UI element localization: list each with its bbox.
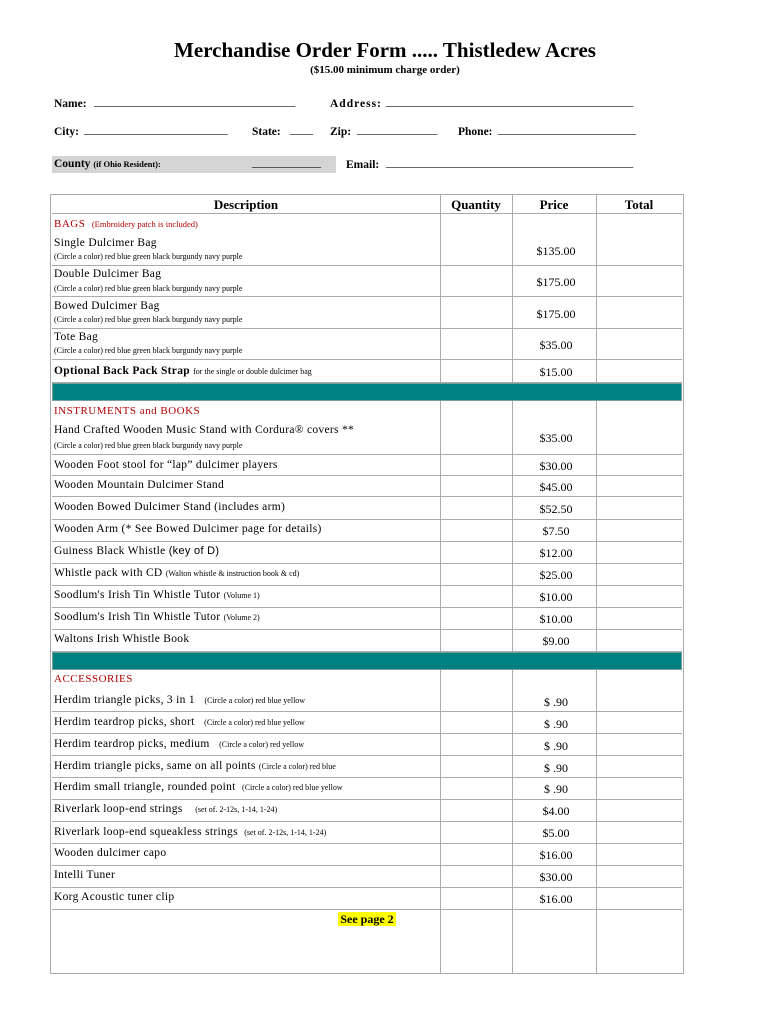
item-name: Optional Back Pack Strap for the single or double dulcimer bag bbox=[54, 365, 312, 377]
item-name: Intelli Tuner bbox=[54, 869, 116, 881]
item-name: Wooden Foot stool for “lap” dulcimer players bbox=[54, 459, 278, 471]
address-label: Address: bbox=[330, 98, 382, 110]
item-name: Whistle pack with CD (Walton whistle & instruction book & cd) bbox=[54, 567, 300, 579]
item-name: Guiness Black Whistle (key of D) bbox=[54, 545, 220, 557]
color-options: (Circle a color) red blue green black burgundy navy purple bbox=[54, 252, 243, 261]
city-label: City: bbox=[54, 126, 79, 138]
section-accessories: ACCESSORIES bbox=[54, 673, 133, 685]
item-name: Wooden dulcimer capo bbox=[54, 847, 167, 859]
quantity-header: Quantity bbox=[451, 197, 501, 212]
item-price: $45.00 bbox=[539, 480, 573, 494]
item-price: $10.00 bbox=[539, 590, 573, 604]
name-field[interactable]: ___________________________________ bbox=[94, 96, 296, 108]
price-header: Price bbox=[539, 197, 569, 212]
item-name: Single Dulcimer Bag bbox=[54, 237, 157, 249]
item-name: Wooden Mountain Dulcimer Stand bbox=[54, 479, 225, 491]
item-price: $16.00 bbox=[539, 892, 573, 906]
description-header: Description bbox=[213, 197, 279, 212]
color-options: (Circle a color) red blue green black burgundy navy purple bbox=[54, 346, 243, 355]
item-price: $5.00 bbox=[542, 826, 570, 840]
city-field[interactable]: _________________________ bbox=[84, 124, 228, 136]
item-price: $35.00 bbox=[539, 431, 573, 445]
item-price: $9.00 bbox=[542, 634, 570, 648]
item-name: Tote Bag bbox=[54, 331, 99, 343]
state-field[interactable]: ____ bbox=[290, 124, 313, 136]
item-name: Soodlum's Irish Tin Whistle Tutor (Volume 1) bbox=[54, 589, 260, 601]
item-name: Wooden Arm (* See Bowed Dulcimer page for details) bbox=[54, 523, 322, 535]
zip-field[interactable]: ______________ bbox=[357, 124, 438, 136]
section-divider bbox=[52, 652, 682, 670]
item-name: Bowed Dulcimer Bag bbox=[54, 300, 160, 312]
item-name: Herdim triangle picks, same on all points (Circle a color) red blue bbox=[54, 760, 336, 772]
item-name: Riverlark loop-end strings (set of. 2-12s, 1-14, 1-24) bbox=[54, 803, 278, 815]
form-subtitle: ($15.00 minimum charge order) bbox=[310, 64, 460, 76]
county-field[interactable]: ____________ bbox=[252, 157, 321, 169]
item-price: $ .90 bbox=[544, 717, 568, 731]
section-instruments: INSTRUMENTS and BOOKS bbox=[54, 405, 201, 417]
item-name: Herdim small triangle, rounded point (Circle a color) red blue yellow bbox=[54, 781, 343, 793]
item-price: $30.00 bbox=[539, 870, 573, 884]
item-price: $16.00 bbox=[539, 848, 573, 862]
county-label: County (if Ohio Resident): bbox=[54, 158, 161, 170]
item-price: $ .90 bbox=[544, 782, 568, 796]
section-divider bbox=[52, 383, 682, 401]
form-title: Merchandise Order Form ..... Thistledew Acres bbox=[174, 38, 596, 62]
item-name: Korg Acoustic tuner clip bbox=[54, 891, 175, 903]
phone-field[interactable]: ________________________ bbox=[498, 124, 636, 136]
item-price: $ .90 bbox=[544, 761, 568, 775]
item-name: Double Dulcimer Bag bbox=[54, 268, 162, 280]
email-field[interactable]: ___________________________________________ bbox=[386, 157, 634, 169]
item-price: $35.00 bbox=[539, 338, 573, 352]
item-name: Herdim triangle picks, 3 in 1 (Circle a color) red blue yellow bbox=[54, 694, 306, 706]
section-bags: BAGS (Embroidery patch is included) bbox=[54, 218, 198, 230]
item-price: $25.00 bbox=[539, 568, 573, 582]
item-price: $12.00 bbox=[539, 546, 573, 560]
item-name: Riverlark loop-end squeakless strings (set of. 2-12s, 1-14, 1-24) bbox=[54, 826, 327, 838]
item-price: $175.00 bbox=[536, 307, 576, 321]
county-box bbox=[52, 156, 336, 173]
item-name: Herdim teardrop picks, medium (Circle a color) red yellow bbox=[54, 738, 304, 750]
see-page-note: See page 2 bbox=[340, 912, 394, 926]
item-price: $ .90 bbox=[544, 739, 568, 753]
name-label: Name: bbox=[54, 98, 87, 110]
item-price: $135.00 bbox=[536, 244, 576, 258]
color-options: (Circle a color) red blue green black burgundy navy purple bbox=[54, 284, 243, 293]
item-price: $4.00 bbox=[542, 804, 570, 818]
address-field[interactable]: ___________________________________________ bbox=[386, 96, 634, 108]
item-name: Wooden Bowed Dulcimer Stand (includes arm) bbox=[54, 501, 286, 513]
email-label: Email: bbox=[346, 159, 380, 171]
item-name: Soodlum's Irish Tin Whistle Tutor (Volume 2) bbox=[54, 611, 260, 623]
item-price: $10.00 bbox=[539, 612, 573, 626]
item-price: $30.00 bbox=[539, 459, 573, 473]
item-name: Waltons Irish Whistle Book bbox=[54, 633, 190, 645]
zip-label: Zip: bbox=[330, 126, 352, 138]
phone-label: Phone: bbox=[458, 126, 493, 138]
total-header: Total bbox=[624, 197, 654, 212]
item-price: $7.50 bbox=[542, 524, 570, 538]
item-price: $15.00 bbox=[539, 365, 573, 379]
item-price: $52.50 bbox=[539, 502, 573, 516]
item-price: $175.00 bbox=[536, 275, 576, 289]
item-price: $ .90 bbox=[544, 695, 568, 709]
color-options: (Circle a color) red blue green black burgundy navy purple bbox=[54, 441, 243, 450]
state-label: State: bbox=[252, 126, 281, 138]
item-name: Herdim teardrop picks, short (Circle a color) red blue yellow bbox=[54, 716, 305, 728]
color-options: (Circle a color) red blue green black burgundy navy purple bbox=[54, 315, 243, 324]
item-name: Hand Crafted Wooden Music Stand with Cordura® covers ** bbox=[54, 424, 355, 436]
